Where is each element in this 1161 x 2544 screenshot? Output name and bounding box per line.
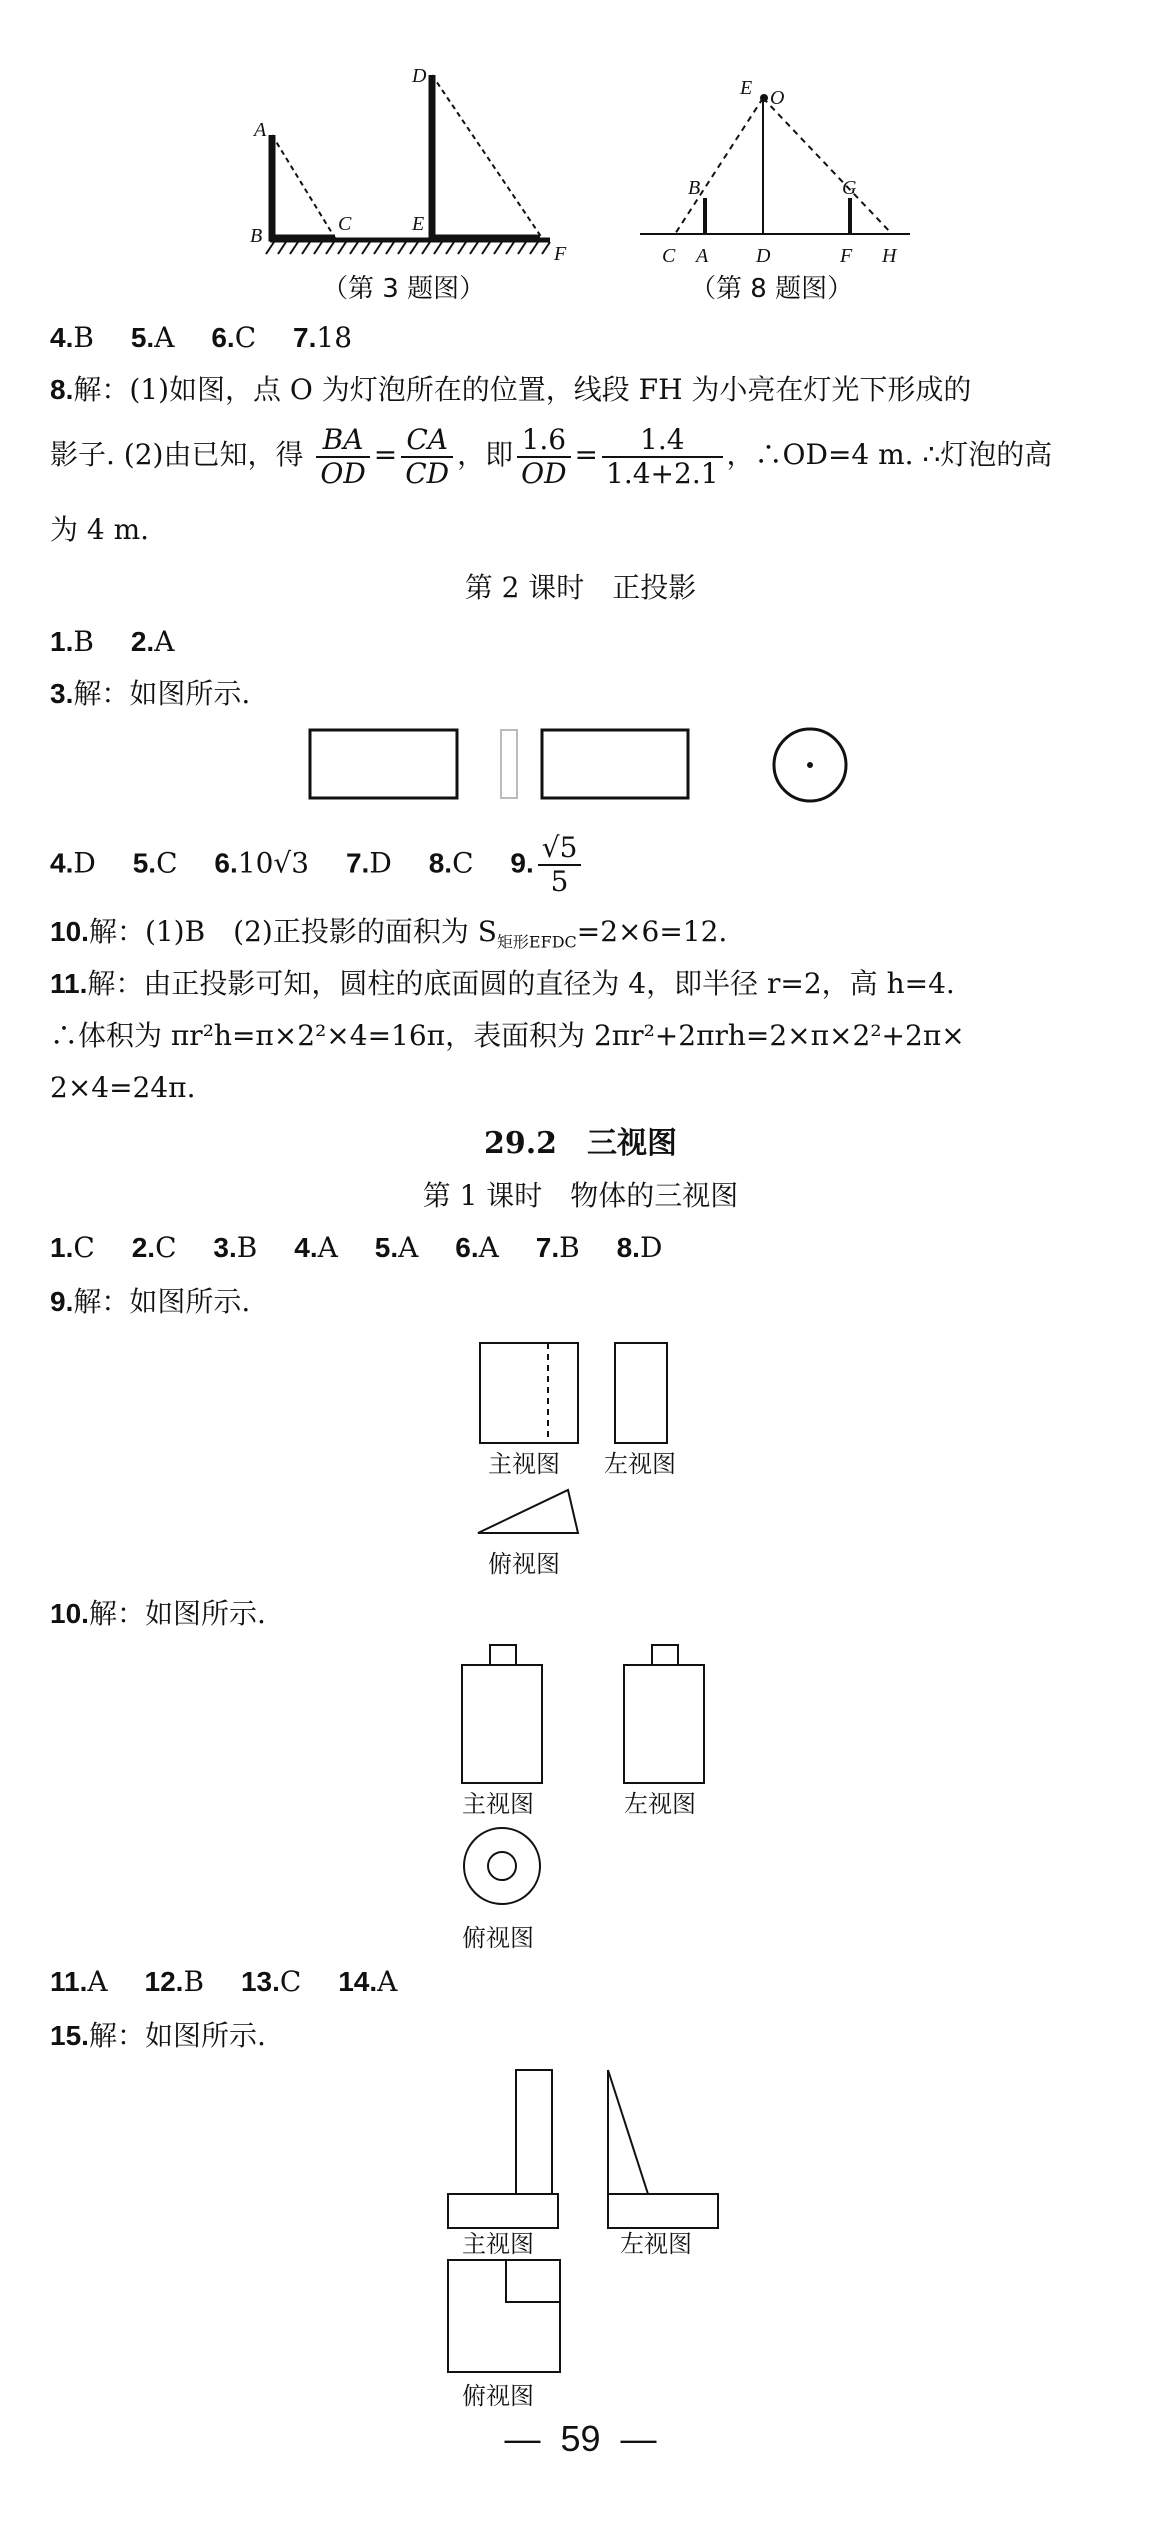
fraction-16-od: $\frac{1.6}{OD}$ xyxy=(517,424,570,490)
q10-label-top: 俯视图 xyxy=(462,1924,534,1952)
fig3-label-E: E xyxy=(412,213,425,235)
q8-line-2: 影子. (2)由已知，得 $\frac{BA}{OD}$ = $\frac{CA}{CD}$ ，即 $\frac{1.6}{OD}$ = $\frac{1.4}{1.4+2.1}$ ，∴OD=4 m. ∴灯泡的高 xyxy=(50,422,1053,490)
fig8-label-O: O xyxy=(770,87,785,109)
answer-number: 5. xyxy=(130,322,155,353)
fraction-14-35: $\frac{1.4}{1.4+2.1}$ xyxy=(602,424,723,490)
q8-line-1 xyxy=(50,370,971,410)
fig3-label-F: F xyxy=(554,243,567,265)
fig3-label-B: B xyxy=(250,225,263,247)
q15-label-top: 俯视图 xyxy=(462,2382,534,2410)
fig8-label-C: C xyxy=(662,245,676,267)
fraction-sqrt5-over-5: $\frac{√5}{5}$ xyxy=(538,832,582,898)
answer-number: 7. xyxy=(293,322,317,353)
page-dash-left: — xyxy=(504,2418,541,2459)
fig8-label-G: G xyxy=(842,177,857,199)
fig8-label-B: B xyxy=(688,177,701,199)
q8-text-3: 为 4 m. xyxy=(50,513,150,546)
fig8-label-F: F xyxy=(840,245,853,267)
q9-label-left: 左视图 xyxy=(604,1450,676,1478)
q11-line-1: 11.解：由正投影可知，圆柱的底面圆的直径为 4，即半径 r=2，高 h=4. xyxy=(50,967,955,1000)
q9-label-front: 主视图 xyxy=(488,1450,560,1478)
q10-line: 10.解：(1)B (2)正投影的面积为 $S_{矩形EFDC}=2\times 6=12$. xyxy=(50,915,728,952)
figure-3-caption: （第 3 题图） xyxy=(322,274,486,304)
answer-value: C xyxy=(234,321,257,354)
answers-1-2: 1.B 2.A xyxy=(50,625,175,658)
q11-line-3: 2×4=24π. xyxy=(50,1071,196,1104)
answer-value: B xyxy=(73,321,94,354)
answers-4-7 xyxy=(50,318,352,358)
q8-text-1: 解：(1)如图，点 O 为灯泡所在的位置，线段 FH 为小亮在灯光下形成的 xyxy=(73,373,972,406)
page-dash-right: — xyxy=(620,2418,657,2459)
q9-line: 9.解：如图所示. xyxy=(50,1285,251,1318)
page-number-value: 59 xyxy=(560,2418,601,2459)
fig3-label-C: C xyxy=(338,213,352,235)
q15-line: 15.解：如图所示. xyxy=(50,2019,266,2052)
page-number xyxy=(0,2418,1161,2460)
figure-8-caption: （第 8 题图） xyxy=(690,274,854,304)
fig8-label-E: E xyxy=(740,77,753,99)
fig8-label-A: A xyxy=(696,245,709,267)
fraction-ba-od: $\frac{BA}{OD}$ xyxy=(316,424,369,490)
answers-4-9: 4.D 5.C 6.10√3 7.D 8.C 9. $\frac{√5}{5}$ xyxy=(50,832,585,898)
q9-three-views xyxy=(470,1338,700,1538)
q10-label-front: 主视图 xyxy=(462,1790,534,1818)
q10-label-left: 左视图 xyxy=(624,1790,696,1818)
fraction-ca-cd: $\frac{CA}{CD}$ xyxy=(401,424,453,490)
section-subtitle-lesson-1: 第 1 课时 物体的三视图 xyxy=(422,1179,739,1212)
q3-projection-figure xyxy=(300,725,860,805)
q3-line: 3.解：如图所示. xyxy=(50,677,251,710)
q8-text-2a: 影子. (2)由已知，得 xyxy=(50,438,304,471)
section-title-lesson-2: 第 2 课时 正投影 xyxy=(464,571,697,604)
figure-8-diagram xyxy=(630,70,930,270)
q15-label-left: 左视图 xyxy=(620,2230,692,2258)
q8-text-2b: ，即 xyxy=(457,438,514,471)
fig8-label-D: D xyxy=(756,245,771,267)
section-title-29-2: 29.2 三视图 xyxy=(483,1126,678,1161)
q8-line-3 xyxy=(50,510,149,550)
figure-3-diagram xyxy=(240,60,590,280)
q9-label-top: 俯视图 xyxy=(488,1550,560,1578)
q10-line-s3: 10.解：如图所示. xyxy=(50,1597,266,1630)
answers-1-8: 1.C 2.C 3.B 4.A 5.A 6.A 7.B 8.D xyxy=(50,1231,663,1264)
answer-number: 6. xyxy=(211,322,235,353)
fig8-label-H: H xyxy=(882,245,897,267)
q11-line-2: ∴体积为 πr²h=π×2²×4=16π，表面积为 2πr²+2πrh=2×π×2²+2π× xyxy=(50,1019,965,1052)
answer-value: 18 xyxy=(316,321,353,354)
answers-11-14: 11.A 12.B 13.C 14.A xyxy=(50,1965,398,1998)
q8-number: 8. xyxy=(50,374,74,405)
answer-number: 4. xyxy=(50,322,74,353)
fig3-label-A: A xyxy=(254,119,267,141)
fig3-label-D: D xyxy=(412,65,427,87)
q15-label-front: 主视图 xyxy=(462,2230,534,2258)
q8-text-2c: ，∴OD=4 m. ∴灯泡的高 xyxy=(726,438,1053,471)
answer-value: A xyxy=(154,321,175,354)
